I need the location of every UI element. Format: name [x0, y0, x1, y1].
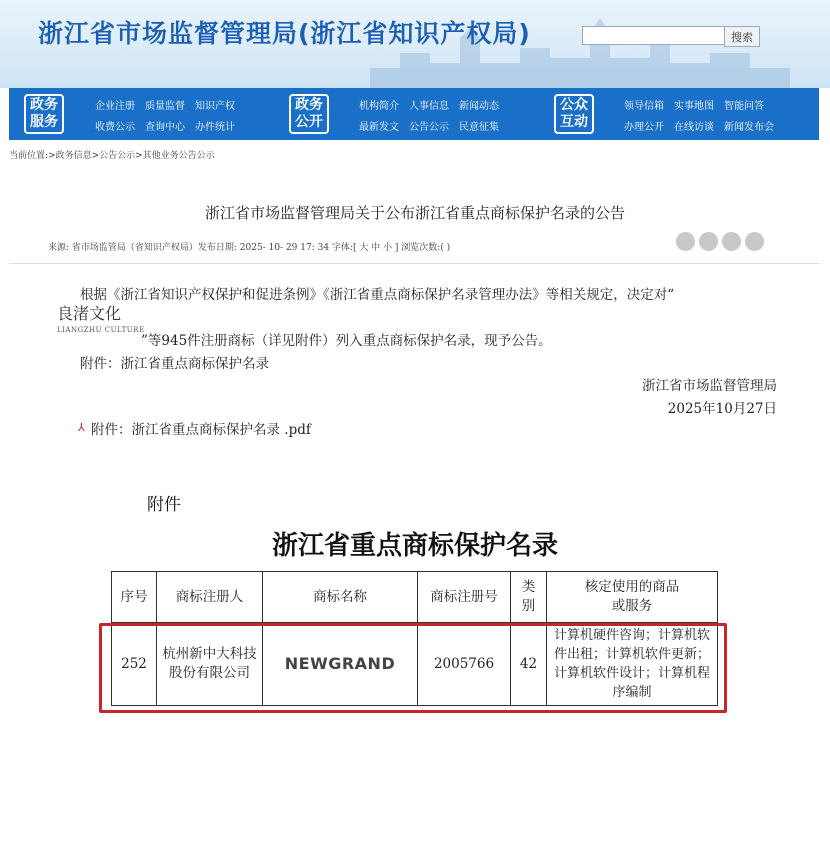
header-class	[511, 572, 547, 623]
highlight-box	[99, 623, 727, 713]
issuer: 浙江省市场监督管理局	[642, 378, 777, 394]
nav-link[interactable]: 人事信息	[409, 101, 449, 112]
header-trademark: 商标名称	[263, 572, 418, 623]
header-goods-line: 或服务	[611, 598, 653, 614]
attachment-label[interactable]: 附件：浙江省重点商标保护名录 .pdf	[91, 422, 311, 438]
pdf-icon: ⅄	[78, 421, 85, 434]
site-header	[0, 0, 830, 88]
main-nav	[9, 88, 819, 140]
nav-link[interactable]: 实事地图	[674, 101, 714, 112]
watermark-text: 良渚文化	[57, 304, 122, 323]
header-goods-line: 核定使用的商品	[584, 579, 680, 595]
article-meta: 来源: 省市场监管局（省知识产权局）发布日期: 2025- 10- 29 17: 34 字体:[ 大 中 小 ] 浏览次数:( )	[48, 243, 451, 253]
nav-link[interactable]: 公告公示	[409, 122, 449, 133]
list-title: 浙江省重点商标保护名录	[271, 531, 558, 561]
body-paragraph: ”等945件注册商标（详见附件）列入重点商标保护名录，现予公告。	[141, 333, 552, 349]
cell-reg-no: 2005766	[418, 623, 511, 706]
nav-link[interactable]: 企业注册	[95, 101, 135, 112]
article-title: 浙江省市场监督管理局关于公布浙江省重点商标保护名录的公告	[204, 204, 625, 222]
body-paragraph: 根据《浙江省知识产权保护和促进条例》《浙江省重点商标保护名录管理办法》等相关规定，决定对“	[80, 287, 675, 303]
wechat-icon[interactable]	[722, 232, 741, 251]
nav-link[interactable]: 收费公示	[95, 122, 135, 133]
share-bar	[676, 232, 764, 251]
header-reg-no: 商标注册号	[418, 572, 511, 623]
qq-icon[interactable]	[699, 232, 718, 251]
cell-class: 42	[511, 623, 547, 706]
breadcrumb[interactable]: 当前位置:>政务信息>公告公示>其他业务公告公示	[9, 151, 215, 161]
weibo-icon[interactable]	[676, 232, 695, 251]
nav-badge-interaction[interactable]: 公众 互动	[554, 94, 594, 134]
nav-link[interactable]: 智能问答	[724, 101, 764, 112]
nav-link[interactable]: 查询中心	[145, 122, 185, 133]
nav-links-open	[359, 97, 499, 133]
liangzhu-culture-watermark	[57, 306, 145, 334]
nav-link[interactable]: 新闻动态	[459, 101, 499, 112]
nav-link[interactable]: 领导信箱	[624, 101, 664, 112]
watermark-subtext: LIANGZHU CULTURE	[57, 326, 145, 334]
nav-link[interactable]: 机构简介	[359, 101, 399, 112]
appendix-label: 附件	[147, 495, 181, 515]
header-class-line: 别	[521, 598, 536, 614]
search-input[interactable]	[582, 26, 728, 45]
nav-link[interactable]: 知识产权	[195, 101, 235, 112]
cell-goods: 计算机硬件咨询；计算机软件出租；计算机软件更新；计算机软件设计；计算机程序编制	[547, 623, 718, 706]
nav-badge-open[interactable]: 政务 公开	[289, 94, 329, 134]
attachment-note: 附件：浙江省重点商标保护名录	[80, 356, 269, 372]
nav-badge-services[interactable]: 政务 服务	[24, 94, 64, 134]
header-goods	[547, 572, 718, 623]
cell-no: 252	[112, 623, 157, 706]
divider	[9, 263, 819, 264]
nav-link[interactable]: 质量监督	[145, 101, 185, 112]
issue-date: 2025年10月27日	[667, 401, 777, 417]
header-class-line: 类	[521, 579, 536, 595]
table-header-row	[112, 572, 718, 623]
cell-registrant: 杭州新中大科技股份有限公司	[157, 623, 263, 706]
newgrand-logo: NEWGRAND	[284, 653, 396, 673]
attachment-link[interactable]	[78, 418, 311, 438]
search-button[interactable]: 搜索	[724, 26, 760, 47]
header-no: 序号	[112, 572, 157, 623]
nav-link[interactable]: 在线访谈	[674, 122, 714, 133]
header-registrant: 商标注册人	[157, 572, 263, 623]
nav-link[interactable]: 办理公开	[624, 122, 664, 133]
nav-link[interactable]: 办件统计	[195, 122, 235, 133]
nav-link[interactable]: 最新发文	[359, 122, 399, 133]
qzone-icon[interactable]	[745, 232, 764, 251]
nav-link[interactable]: 新闻发布会	[724, 122, 774, 133]
site-title[interactable]: 浙江省市场监督管理局(浙江省知识产权局)	[38, 19, 531, 48]
nav-links-interaction	[624, 97, 774, 133]
nav-link[interactable]: 民意征集	[459, 122, 499, 133]
nav-links-services	[95, 97, 235, 133]
